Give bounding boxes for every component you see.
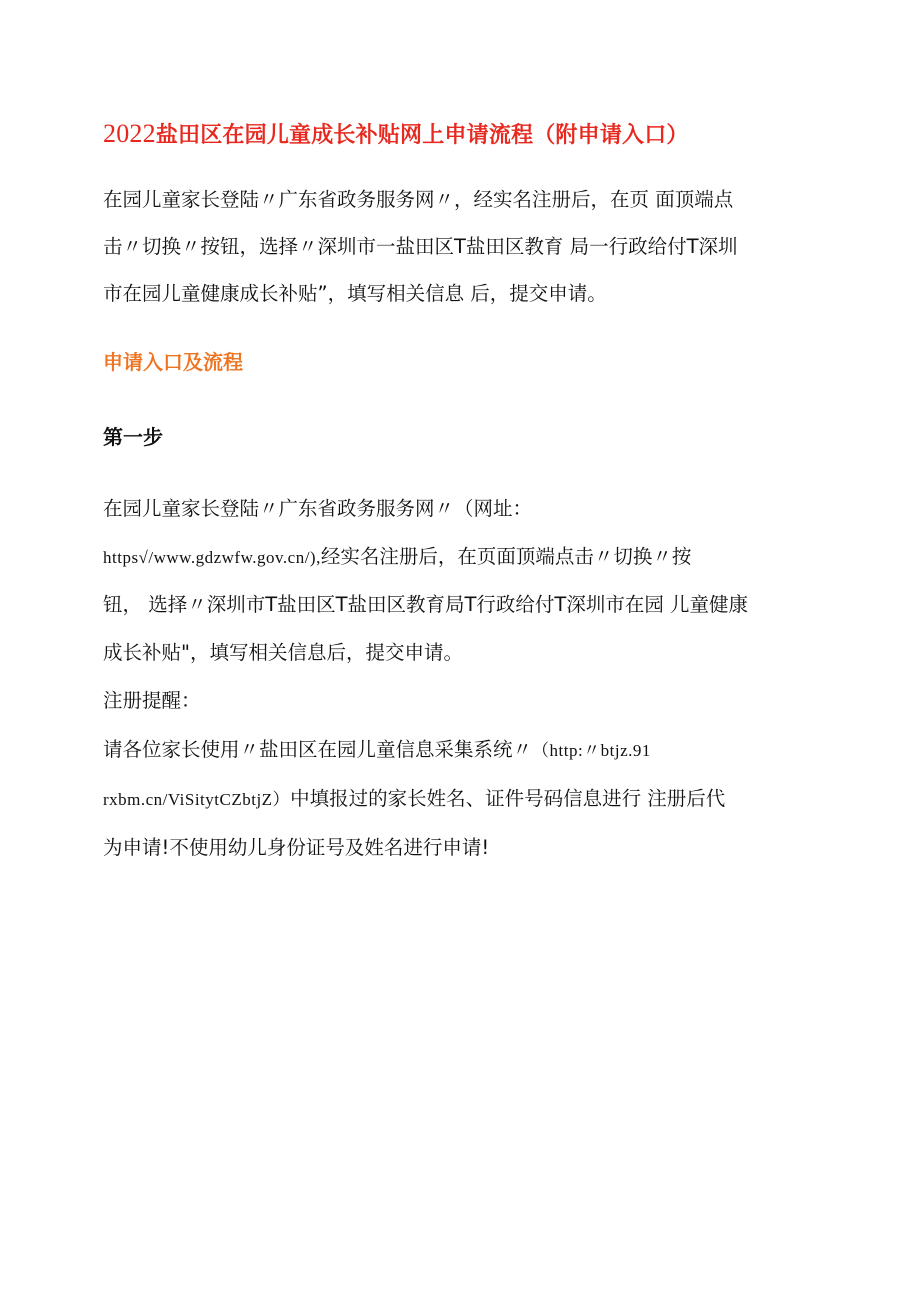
info-system-url: （http:〃btjz.91: [532, 741, 651, 760]
step1-line: 成长补贴"，填写相关信息后，提交申请。: [103, 641, 463, 664]
reminder-line: [103, 734, 651, 762]
intro-line: 击〃切换〃按钮，选择〃深圳市一盐田区T盐田区教育 局一行政给付T深圳: [103, 235, 738, 258]
page-title: [103, 118, 689, 149]
step1-line-text: 经实名注册后，在页面顶端点击〃切换〃按: [320, 545, 692, 568]
step1-line: 钮， 选择〃深圳市T盐田区T盐田区教育局T行政给付T深圳市在园 儿童健康: [103, 593, 749, 616]
title-text: 盐田区在园儿童成长补贴网上申请流程（附申请入口）: [155, 123, 689, 148]
title-year: 2022: [103, 119, 156, 148]
reminder-text: 请各位家长使用〃盐田区在园儿童信息采集系统〃: [103, 738, 533, 761]
section-heading: 申请入口及流程: [103, 350, 243, 374]
info-system-url-cont: rxbm.cn/ViSitytCZbtjZ）: [103, 790, 291, 809]
step-heading: 第一步: [103, 425, 163, 449]
step1-line: 在园儿童家长登陆〃广东省政务服务网〃（网址：: [103, 497, 533, 520]
reminder-line: 为申请!不使用幼儿身份证号及姓名进行申请!: [103, 836, 490, 859]
intro-paragraph: [103, 176, 819, 317]
intro-line: 在园儿童家长登陆〃广东省政务服务网〃，经实名注册后，在页 面顶端点: [103, 188, 734, 211]
reminder-label: 注册提醒：: [103, 689, 201, 712]
intro-line: 市在园儿童健康成长补贴”，填写相关信息 后，提交申请。: [103, 282, 607, 305]
reminder-text: 中填报过的家长姓名、证件号码信息进行 注册后代: [290, 787, 726, 810]
reminder-line: [103, 783, 725, 811]
government-portal-url: https√/www.gdzwfw.gov.cn/),: [103, 548, 321, 567]
step1-line: [103, 541, 691, 569]
